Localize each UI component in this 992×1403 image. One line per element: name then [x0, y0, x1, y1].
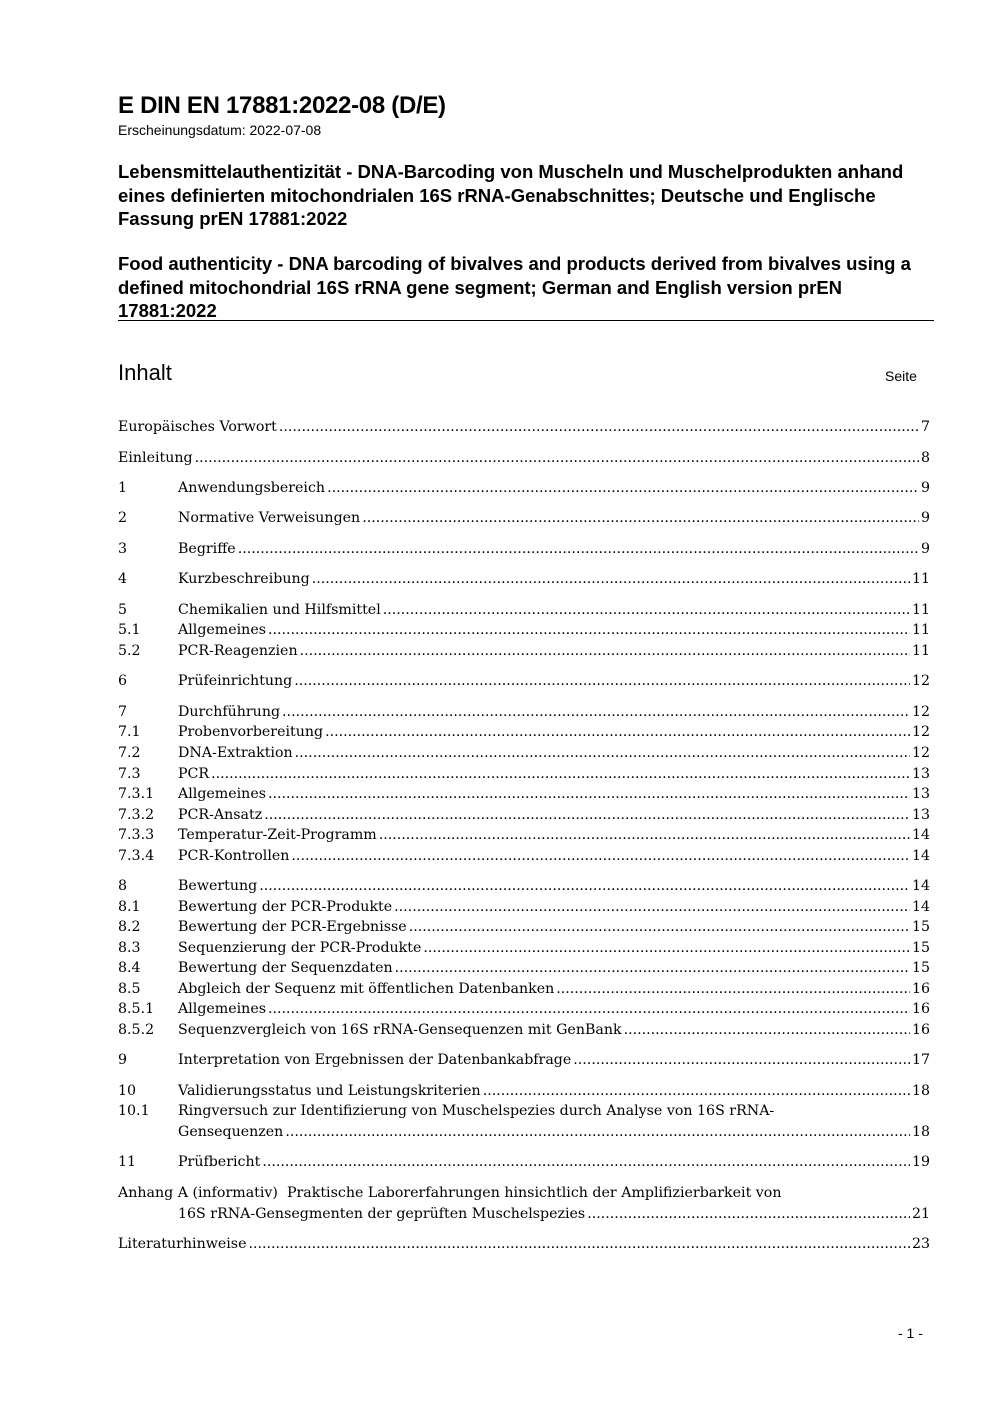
toc-entry-page: 18 [911, 1083, 930, 1099]
toc-entry-page: 15 [911, 940, 930, 956]
toc-entry-page: 11 [911, 622, 930, 638]
toc-leader [312, 569, 910, 590]
toc-entry-title: Einleitung [118, 450, 193, 466]
toc-entry-number: 6 [118, 673, 128, 689]
toc-entry-title: Interpretation von Ergebnissen der Datenbankabfrage [178, 1052, 572, 1068]
toc-entry-11[interactable] [118, 1152, 930, 1173]
toc-entry-number: 3 [118, 541, 128, 557]
toc-entry-title: Ringversuch zur Identifizierung von Muschelspezies durch Analyse von 16S rRNA- [178, 1103, 775, 1119]
toc-entry-8-1[interactable] [118, 897, 930, 918]
toc-entry-10-1[interactable] [118, 1101, 930, 1142]
toc-page-label: Seite [885, 368, 917, 384]
toc-entry-page: 14 [911, 827, 930, 843]
toc-entry-page: 17 [911, 1052, 930, 1068]
toc-entry-page: 9 [920, 510, 930, 526]
toc-entry-title: Prüfbericht [178, 1154, 261, 1170]
toc-entry-title: Allgemeines [178, 1001, 266, 1017]
toc-entry-title: Europäisches Vorwort [118, 419, 277, 435]
toc-leader [325, 722, 910, 743]
document-id: E DIN EN 17881:2022-08 (D/E) [118, 92, 446, 119]
toc-entry-page: 11 [911, 643, 930, 659]
toc-entry-number: 8.3 [118, 940, 141, 956]
toc-entry-number: 5.2 [118, 643, 141, 659]
toc-leader [483, 1081, 910, 1102]
toc-entry-8-5[interactable] [118, 979, 930, 1000]
toc-entry-8-5-1[interactable] [118, 999, 930, 1020]
toc-leader [624, 1020, 910, 1041]
toc-entry-10[interactable] [118, 1081, 930, 1102]
toc-entry-page: 12 [911, 724, 930, 740]
toc-entry-number: 7.3.1 [118, 786, 155, 802]
toc-entry-7-3[interactable] [118, 764, 930, 785]
toc-leader [383, 600, 910, 621]
toc-leader [259, 876, 910, 897]
toc-entry-8-4[interactable] [118, 958, 930, 979]
toc-leader [573, 1050, 910, 1071]
toc-entry-title: Prüfeinrichtung [178, 673, 293, 689]
toc-entry-number: 1 [118, 480, 128, 496]
title-english: Food authenticity - DNA barcoding of bivalves and products derived from bivalves using a defined mitochondrial 16S rRNA gene segment; German and English version prEN 17881:2022 [118, 253, 911, 321]
toc-entry-title: Kurzbeschreibung [178, 571, 310, 587]
toc-entry-7-3-4[interactable] [118, 846, 930, 867]
toc-entry-number: 7.1 [118, 724, 141, 740]
toc-entry-number: 8.1 [118, 899, 141, 915]
publication-date: Erscheinungsdatum: 2022-07-08 [118, 122, 322, 138]
toc-entry-1[interactable] [118, 478, 930, 499]
toc-leader [395, 958, 910, 979]
toc-entry-number: 2 [118, 510, 128, 526]
toc-leader [409, 917, 910, 938]
toc-entry-title: Sequenzvergleich von 16S rRNA-Gensequenzen mit GenBank [178, 1022, 622, 1038]
toc-entry-title: Anhang A (informativ) Praktische Laborerfahrungen hinsichtlich der Amplifizierbarkeit von [118, 1185, 782, 1201]
toc-entry-title: Abgleich der Sequenz mit öffentlichen Datenbanken [178, 981, 555, 997]
toc-leader [587, 1204, 910, 1225]
toc-entry-8-3[interactable] [118, 938, 930, 959]
toc-entry-number: 9 [118, 1052, 128, 1068]
toc-leader [279, 417, 919, 438]
toc-entry-number: 4 [118, 571, 128, 587]
toc-leader [327, 478, 919, 499]
toc-entry-page: 14 [911, 878, 930, 894]
toc-entry-page: 16 [911, 1022, 930, 1038]
toc-entry-3[interactable] [118, 539, 930, 560]
toc-entry-page: 21 [911, 1205, 930, 1222]
toc-entry-5-2[interactable] [118, 641, 930, 662]
toc-entry-title: Normative Verweisungen [178, 510, 361, 526]
toc-leader [295, 743, 910, 764]
toc-entry-number: 8.5.2 [118, 1022, 155, 1038]
toc-leader [248, 1234, 909, 1255]
toc-entry-7[interactable] [118, 702, 930, 723]
toc-leader [423, 938, 910, 959]
toc-leader [268, 620, 910, 641]
toc-entry-7-3-2[interactable] [118, 805, 930, 826]
toc-entry-title: Begriffe [178, 541, 236, 557]
toc-entry-title: Probenvorbereitung [178, 724, 324, 740]
toc-leader [264, 805, 910, 826]
toc-entry-page: 11 [911, 602, 930, 618]
toc-entry-page: 12 [911, 745, 930, 761]
toc-entry-page: 14 [911, 899, 930, 915]
toc-entry-page: 12 [911, 704, 930, 720]
toc-leader [262, 1152, 910, 1173]
toc-leader [282, 702, 910, 723]
toc-leader [556, 979, 910, 1000]
toc-entry-title: PCR-Reagenzien [178, 643, 298, 659]
toc-entry-title: Bewertung [178, 878, 258, 894]
toc-entry-page: 11 [911, 571, 930, 587]
toc-leader [300, 641, 910, 662]
toc-entry-page: 8 [920, 450, 930, 466]
toc-entry-page: 19 [911, 1154, 930, 1170]
toc-entry-title: Bewertung der PCR-Produkte [178, 899, 393, 915]
toc-leader [268, 784, 910, 805]
toc-entry-number: 10.1 [118, 1103, 150, 1119]
toc-entry-title: Durchführung [178, 704, 281, 720]
toc-entry-title: Chemikalien und Hilfsmittel [178, 602, 381, 618]
toc-leader [294, 671, 910, 692]
toc-entry-title: PCR-Ansatz [178, 807, 263, 823]
toc-entry-page: 13 [911, 786, 930, 802]
toc-entry-page: 9 [920, 541, 930, 557]
toc-leader [238, 539, 919, 560]
toc-entry-annex-a[interactable] [118, 1183, 930, 1224]
toc-entry-number: 7.3 [118, 766, 141, 782]
toc-entry-literatur[interactable] [118, 1234, 930, 1255]
toc-entry-title: Sequenzierung der PCR-Produkte [178, 940, 422, 956]
toc-heading: Inhalt [118, 360, 172, 385]
toc-entry-page: 9 [920, 480, 930, 496]
toc-leader [394, 897, 910, 918]
toc-entry-number: 7 [118, 704, 128, 720]
toc-entry-page: 18 [911, 1123, 930, 1140]
toc-entry-8-2[interactable] [118, 917, 930, 938]
toc-entry-title: Temperatur-Zeit-Programm [178, 827, 377, 843]
toc-entry-number: 7.3.2 [118, 807, 155, 823]
toc-entry-title: Allgemeines [178, 786, 266, 802]
toc-entry-title-continued: Gensequenzen [178, 1123, 284, 1140]
toc-entry-9[interactable] [118, 1050, 930, 1071]
toc-entry-number: 7.2 [118, 745, 141, 761]
toc-entry-page: 7 [920, 419, 930, 435]
toc-leader [268, 999, 910, 1020]
toc-entry-title: PCR [178, 766, 210, 782]
toc-entry-page: 23 [911, 1236, 930, 1252]
toc-entry-page: 16 [911, 1001, 930, 1017]
toc-entry-page: 12 [911, 673, 930, 689]
toc-entry-number: 8.2 [118, 919, 141, 935]
toc-entry-8-5-2[interactable] [118, 1020, 930, 1041]
toc-entry-number: 8.4 [118, 960, 141, 976]
toc-entry-title: PCR-Kontrollen [178, 848, 290, 864]
toc-entry-6[interactable] [118, 671, 930, 692]
toc-entry-title: Bewertung der PCR-Ergebnisse [178, 919, 407, 935]
toc-leader [285, 1122, 910, 1143]
toc-entry-page: 15 [911, 960, 930, 976]
toc-entry-title: Anwendungsbereich [178, 480, 326, 496]
toc-entry-title: DNA-Extraktion [178, 745, 293, 761]
toc-entry-page: 13 [911, 766, 930, 782]
toc-entry-title: Bewertung der Sequenzdaten [178, 960, 393, 976]
toc-entry-number: 7.3.3 [118, 827, 155, 843]
toc-entry-2[interactable] [118, 508, 930, 529]
toc-leader [291, 846, 910, 867]
toc-entry-7-2[interactable] [118, 743, 930, 764]
toc-entry-einleitung[interactable] [118, 448, 930, 469]
toc-entry-number: 5.1 [118, 622, 141, 638]
toc-entry-title: Literaturhinweise [118, 1236, 247, 1252]
toc-entry-number: 11 [118, 1154, 137, 1170]
toc-entry-7-3-3[interactable] [118, 825, 930, 846]
toc-entry-number: 5 [118, 602, 128, 618]
toc-entry-number: 8.5.1 [118, 1001, 155, 1017]
toc-entry-page: 13 [911, 807, 930, 823]
toc-entry-4[interactable] [118, 569, 930, 590]
page-number: - 1 - [898, 1325, 923, 1341]
toc-entry-page: 15 [911, 919, 930, 935]
toc-entry-number: 8.5 [118, 981, 141, 997]
toc-leader [195, 448, 919, 469]
toc-leader [211, 764, 910, 785]
toc-entry-7-3-1[interactable] [118, 784, 930, 805]
toc-entry-5[interactable] [118, 600, 930, 621]
toc-entry-title: Validierungsstatus und Leistungskriterien [178, 1083, 481, 1099]
toc-entry-title: Allgemeines [178, 622, 266, 638]
title-divider [118, 320, 934, 321]
toc-entry-5-1[interactable] [118, 620, 930, 641]
toc-entry-number: 7.3.4 [118, 848, 155, 864]
toc-entry-number: 10 [118, 1083, 137, 1099]
toc-leader [379, 825, 910, 846]
toc-entry-page: 14 [911, 848, 930, 864]
toc-entry-7-1[interactable] [118, 722, 930, 743]
toc-leader [362, 508, 919, 529]
toc-entry-8[interactable] [118, 876, 930, 897]
toc-entry-title-continued: 16S rRNA-Gensegmenten der geprüften Muschelspezies [178, 1205, 586, 1222]
toc-entry-number: 8 [118, 878, 128, 894]
toc-entry-page: 16 [911, 981, 930, 997]
toc-entry-vorwort[interactable] [118, 417, 930, 438]
title-german: Lebensmittelauthentizität - DNA-Barcoding von Muscheln und Muschelprodukten anhand eines definierten mitochondrialen 16S rRNA-Genabschnittes; Deutsche und Englische Fassung prEN 17881:2022 [118, 161, 904, 229]
